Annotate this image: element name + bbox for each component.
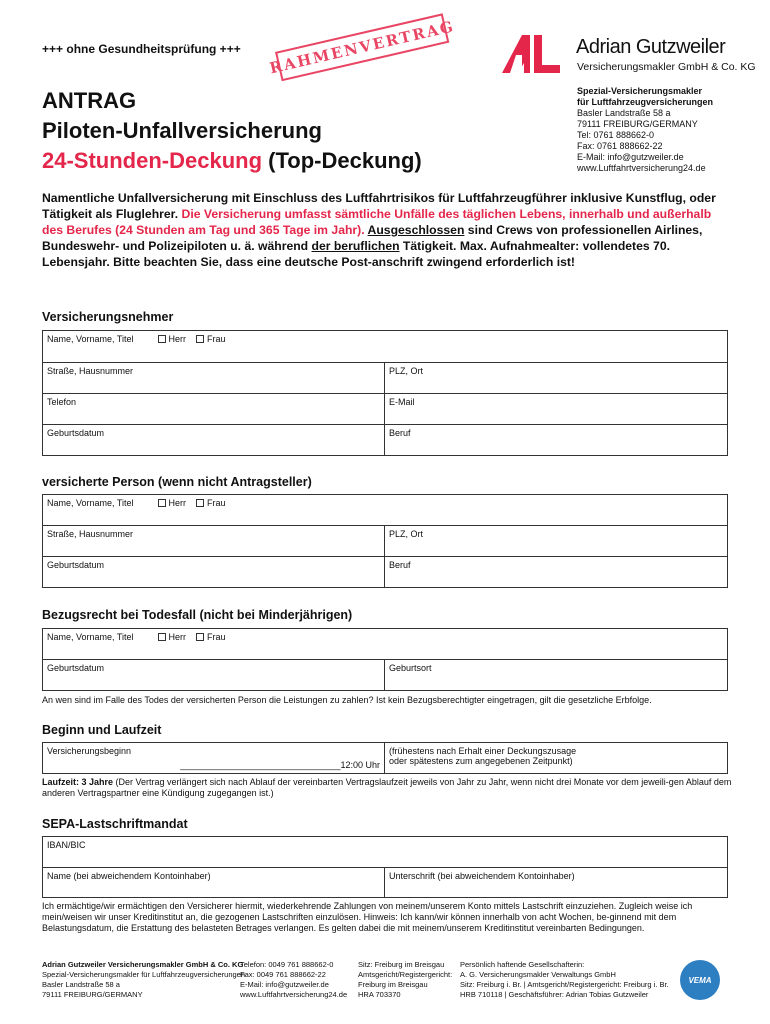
sepa-form (42, 836, 728, 898)
title-line-3 (42, 146, 422, 176)
vn-name-field[interactable] (43, 331, 728, 363)
section-title-vn: Versicherungsnehmer (42, 310, 174, 324)
label: Straße, Hausnummer (47, 366, 134, 376)
vn-plz-field[interactable] (385, 363, 728, 394)
spec-line-1: Spezial-Versicherungsmakler (577, 86, 703, 96)
label: Herr (168, 498, 187, 508)
company-logo-icon (500, 33, 562, 75)
footer-line: Adrian Gutzweiler Versicherungsmakler GmbH & Co. KG (42, 960, 244, 969)
bz-note: An wen sind im Falle des Todes der versicherten Person die Leistungen zu zahlen? Ist kein Bezugsberechtigter eingetragen, gilt die gesetzliche Erbfolge. (42, 695, 652, 705)
label: Frau (207, 498, 226, 508)
begin-line: ________________________________12:00 Uhr (180, 760, 380, 770)
bz-name-field[interactable] (43, 629, 728, 660)
bl-form (42, 742, 728, 774)
checkbox-herr[interactable] (158, 335, 166, 343)
footer-line: HRB 710118 | Geschäftsführer: Adrian Tobias Gutzweiler (460, 990, 649, 999)
term-text: (Der Vertrag verlängert sich nach Ablauf der vereinbarten Vertragslaufzeit jeweils von Jahr zu Jahr, wenn nicht drei Monate vor dem jeweili-gen Ablauf dem anderen Vertragspartner eine Kündigung zugegangen ist.) (42, 777, 732, 798)
hint-2: oder spätestens zum angegebenen Zeitpunkt) (389, 756, 573, 766)
sepa-text: Ich ermächtige/wir ermächtigen den Versicherer hiermit, wiederkehrende Zahlungen von meinem/unserem Konto mittels Lastschrift einzuziehen. Zugleich weise ich mein/weisen wir unser Kreditinstitut an, die gezogenen Lastschriften einzulösen. Hinweis: Ich kann/wir können innerhalb von acht Wochen, be-ginnend mit dem Belastungsdatum, die Erstattung des belasteten Betrages verlangen. Es gelten dabei die mit meinem/unserem Kreditinstitut vereinbarten Bedingungen. (42, 901, 693, 933)
website[interactable]: www.Luftfahrtversicherung24.de (577, 163, 706, 173)
title-highlight: 24-Stunden-Deckung (42, 148, 263, 173)
begin-date-field[interactable] (43, 743, 385, 774)
label: Name (bei abweichendem Kontoinhaber) (47, 871, 211, 881)
intro-p1: Namentliche Unfallversicherung mit Einschluss des Luftfahrtrisikos für Luftfahrzeugführer inklusive Kunstflug, oder Tätigkeit als Fluglehrer. (42, 191, 716, 221)
vn-email-field[interactable] (385, 394, 728, 425)
vp-dob-field[interactable] (43, 557, 385, 588)
footer-line: Amtsgericht/Registergericht: (358, 970, 453, 979)
city: 79111 FREIBURG/GERMANY (577, 119, 698, 129)
footer-line: A. G. Versicherungsmakler Verwaltungs GmbH (460, 970, 616, 979)
label: Geburtsdatum (47, 428, 105, 438)
label: PLZ, Ort (389, 366, 424, 376)
footer-line: Fax: 0049 761 888662-22 (240, 970, 326, 979)
section-title-sepa: SEPA-Lastschriftmandat (42, 817, 188, 831)
section-title-vp: versicherte Person (wenn nicht Antragsteller) (42, 475, 312, 489)
intro-p5: sind Crews von professionellen Airlines, Bundeswehr- und Polizeipiloten u. ä. während (42, 223, 703, 253)
vn-form (42, 330, 728, 456)
label: Herr (168, 632, 187, 642)
label: IBAN/BIC (47, 840, 86, 850)
label: Frau (207, 334, 226, 344)
tel: Tel: 0761 888662-0 (577, 130, 655, 140)
label: Beruf (389, 428, 411, 438)
hint-1: (frühestens nach Erhalt einer Deckungszusage (389, 746, 577, 756)
rahmenvertrag-stamp: RAHMENVERTRAG (275, 13, 449, 81)
vp-job-field[interactable] (385, 557, 728, 588)
label: Telefon (47, 397, 77, 407)
vn-dob-field[interactable] (43, 425, 385, 456)
intro-text (42, 190, 728, 270)
footer-line: HRA 703370 (358, 990, 401, 999)
vema-seal-icon: VEMA (680, 960, 720, 1000)
intro-p6: der beruflichen (311, 239, 400, 253)
intro-p7: Tätigkeit. Max. Aufnahmealter: vollendetes 70. Lebensjahr. Bitte beachten Sie, dass eine deutsche Post-anschrift zwingend erforderlich ist! (42, 239, 671, 269)
company-name: Adrian Gutzweiler (576, 36, 726, 58)
bz-form (42, 628, 728, 691)
checkbox-herr[interactable] (158, 633, 166, 641)
term-note (42, 777, 732, 799)
intro-p2: Die Versicherung umfasst sämtliche Unfälle des täglichen Lebens, innerhalb und außerhalb des Berufes (24 Stunden am Tag und 365 Tage im Jahr). (42, 207, 712, 237)
footer-line: www.Luftfahrtversicherung24.de (240, 990, 348, 999)
signature-field[interactable] (385, 868, 728, 898)
street: Basler Landstraße 58 a (577, 108, 671, 118)
title-suffix: (Top-Deckung) (262, 148, 422, 173)
label: Name, Vorname, Titel (47, 334, 134, 344)
term-bold: Laufzeit: 3 Jahre (42, 777, 114, 787)
spec-line-2: für Luftfahrzeugversicherungen (577, 97, 714, 107)
footer-col-4 (460, 960, 675, 1000)
label: Herr (168, 334, 187, 344)
footer-line: Telefon: 0049 761 888662-0 (240, 960, 334, 969)
label: Versicherungsbeginn (47, 746, 132, 756)
bz-pob-field[interactable] (385, 660, 728, 691)
bz-dob-field[interactable] (43, 660, 385, 691)
checkbox-frau[interactable] (196, 335, 204, 343)
footer-col-1 (42, 960, 245, 1000)
footer-line: Freiburg im Breisgau (358, 980, 428, 989)
intro-p4: Ausgeschlossen (367, 223, 465, 237)
footer-col-2 (240, 960, 347, 1000)
checkbox-frau[interactable] (196, 633, 204, 641)
label: Frau (207, 632, 226, 642)
label: E-Mail (389, 397, 415, 407)
holder-field[interactable] (43, 868, 385, 898)
page-title (42, 86, 422, 176)
vn-job-field[interactable] (385, 425, 728, 456)
label: Straße, Hausnummer (47, 529, 134, 539)
title-line-2: Piloten-Unfallversicherung (42, 118, 322, 143)
label: Beruf (389, 560, 411, 570)
company-contact (577, 86, 713, 174)
checkbox-herr[interactable] (158, 499, 166, 507)
footer-line: Spezial-Versicherungsmakler für Luftfahrzeugversicherungen (42, 970, 246, 979)
label: PLZ, Ort (389, 529, 424, 539)
email[interactable]: E-Mail: info@gutzweiler.de (577, 152, 684, 162)
vp-street-field[interactable] (43, 526, 385, 557)
label: Name, Vorname, Titel (47, 632, 134, 642)
label: Geburtsdatum (47, 560, 105, 570)
footer-line: 79111 FREIBURG/GERMANY (42, 990, 143, 999)
vn-phone-field[interactable] (43, 394, 385, 425)
vp-name-field[interactable] (43, 495, 728, 526)
label: Unterschrift (bei abweichendem Kontoinhaber) (389, 871, 575, 881)
footer-line: Sitz: Freiburg im Breisgau (358, 960, 445, 969)
vn-street-field[interactable] (43, 363, 385, 394)
fax: Fax: 0761 888662-22 (577, 141, 663, 151)
iban-field[interactable] (43, 837, 728, 868)
footer-line: Persönlich haftende Gesellschafterin: (460, 960, 585, 969)
title-line-1: ANTRAG (42, 88, 137, 113)
checkbox-frau[interactable] (196, 499, 204, 507)
top-note: +++ ohne Gesundheitsprüfung +++ (42, 42, 241, 56)
label: Geburtsort (389, 663, 432, 673)
section-title-bz: Bezugsrecht bei Todesfall (nicht bei Minderjährigen) (42, 608, 353, 622)
vp-form (42, 494, 728, 588)
company-subtitle: Versicherungsmakler GmbH & Co. KG (577, 61, 756, 73)
begin-hint (385, 743, 728, 774)
label: Geburtsdatum (47, 663, 105, 673)
vp-plz-field[interactable] (385, 526, 728, 557)
footer-col-3 (358, 960, 452, 1000)
section-title-bl: Beginn und Laufzeit (42, 723, 162, 737)
label: Name, Vorname, Titel (47, 498, 134, 508)
footer-line: Basler Landstraße 58 a (42, 980, 120, 989)
footer-line: E-Mail: info@gutzweiler.de (240, 980, 329, 989)
footer-line: Sitz: Freiburg i. Br. | Amtsgericht/Registergericht: Freiburg i. Br. (460, 980, 669, 989)
